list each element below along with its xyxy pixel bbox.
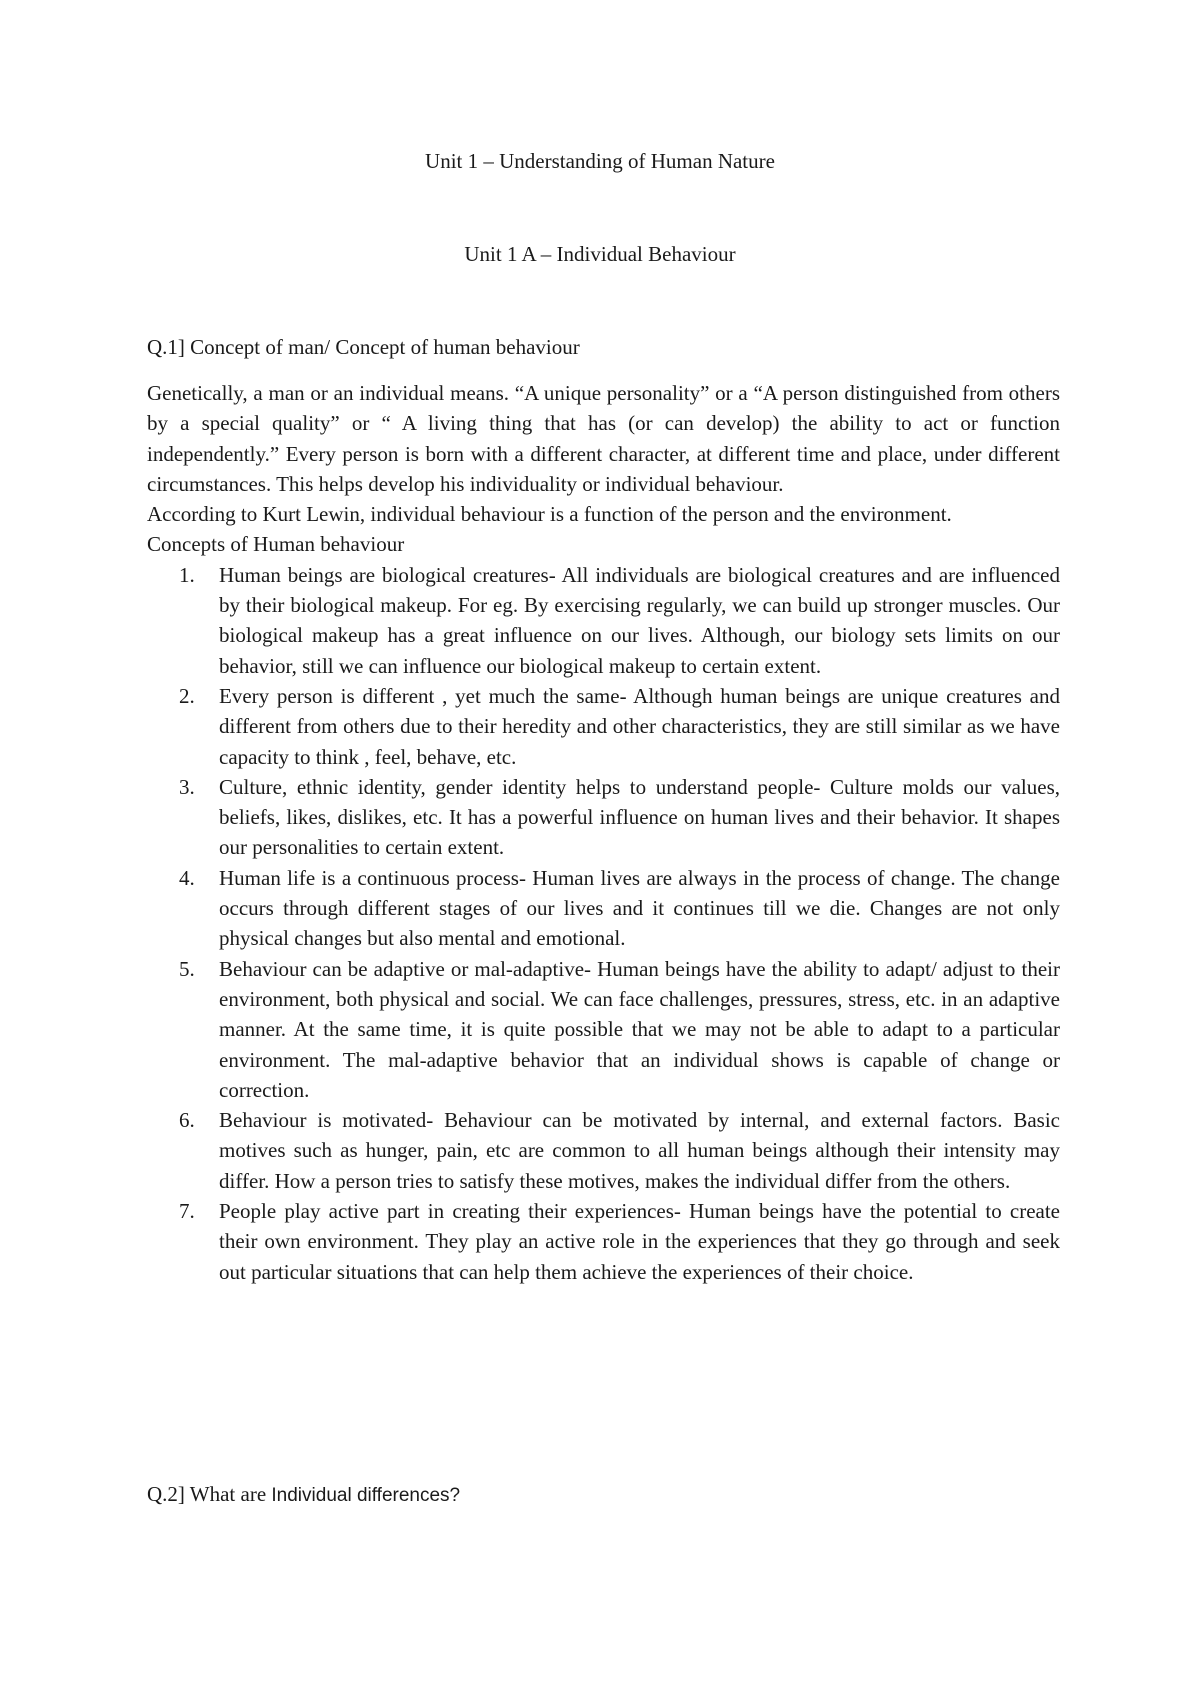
q2-heading-prefix: Q.2] What are xyxy=(147,1482,272,1506)
q1-section xyxy=(147,332,1060,1287)
q1-paragraph-genetic: Genetically, a man or an individual means. “A unique personality” or a “A person distinguished from others by a special quality” or “ A living thing that has (or can develop) the ability to act or function independently.” Every person is born with a different character, at different time and place, under different circumstances. This helps develop his individuality or individual behaviour. xyxy=(147,381,1060,496)
list-item-number: 3. xyxy=(179,774,195,799)
document-title: Unit 1 – Understanding of Human Nature xyxy=(425,149,775,173)
q2-heading xyxy=(147,1479,460,1511)
list-item-text: Human life is a continuous process- Human lives are always in the process of change. The change occurs through different stages of our lives and it continues till we die. Changes are not only physical changes but also mental and emotional. xyxy=(219,865,1060,951)
list-item-number: 4. xyxy=(179,865,195,890)
q1-paragraph-lewin: According to Kurt Lewin, individual behaviour is a function of the person and the environment. xyxy=(147,502,952,527)
list-item xyxy=(179,1196,1060,1287)
document-subtitle: Unit 1 A – Individual Behaviour xyxy=(464,242,736,266)
concepts-heading: Concepts of Human behaviour xyxy=(147,532,405,557)
list-item-text: Every person is different , yet much the same- Although human beings are unique creatures and different from others due to their heredity and other characteristics, they are still similar as we have capacity to think , feel, behave, etc. xyxy=(219,683,1060,769)
list-item-number: 1. xyxy=(179,562,195,587)
list-item-text: Culture, ethnic identity, gender identity helps to understand people- Culture molds our values, beliefs, likes, dislikes, etc. It has a powerful influence on human lives and their behavior. It shapes our personalities to certain extent. xyxy=(219,774,1060,860)
concepts-list xyxy=(147,560,1060,1287)
list-item-text: Behaviour is motivated- Behaviour can be motivated by internal, and external factors. Basic motives such as hunger, pain, etc are common to all human beings although their intensity may differ. How a person tries to satisfy these motives, makes the individual differ from the others. xyxy=(219,1108,1060,1193)
list-item-number: 7. xyxy=(179,1199,195,1224)
list-item xyxy=(179,681,1060,772)
list-item-text: Human beings are biological creatures- All individuals are biological creatures and are influenced by their biological makeup. For eg. By exercising regularly, we can build up stronger muscles. Our biological makeup has a great influence on our lives. Although, our biology sets limits on our behavior, still we can influence our biological makeup to certain extent. xyxy=(219,562,1060,678)
q1-heading: Q.1] Concept of man/ Concept of human behaviour xyxy=(147,335,580,359)
list-item xyxy=(179,772,1060,863)
list-item xyxy=(179,954,1060,1105)
list-item-text: Behaviour can be adaptive or mal-adaptive- Human beings have the ability to adapt/ adjust to their environment, both physical and social. We can face challenges, pressures, stress, etc. in an adaptive manner. At the same time, it is quite possible that we may not be able to adapt to a particular environment. The mal-adaptive behavior that an individual shows is capable of change or correction. xyxy=(219,956,1060,1102)
list-item-text: People play active part in creating their experiences- Human beings have the potential to create their own environment. They play an active role in the experiences that they go through and seek out particular situations that can help them achieve the experiences of their choice. xyxy=(219,1199,1060,1284)
list-item-number: 5. xyxy=(179,956,195,981)
list-item-number: 6. xyxy=(179,1108,195,1133)
list-item xyxy=(179,863,1060,954)
list-item xyxy=(179,560,1060,681)
list-item xyxy=(179,1105,1060,1196)
q2-heading-suffix: Individual differences? xyxy=(271,1485,461,1506)
list-item-number: 2. xyxy=(179,683,195,708)
